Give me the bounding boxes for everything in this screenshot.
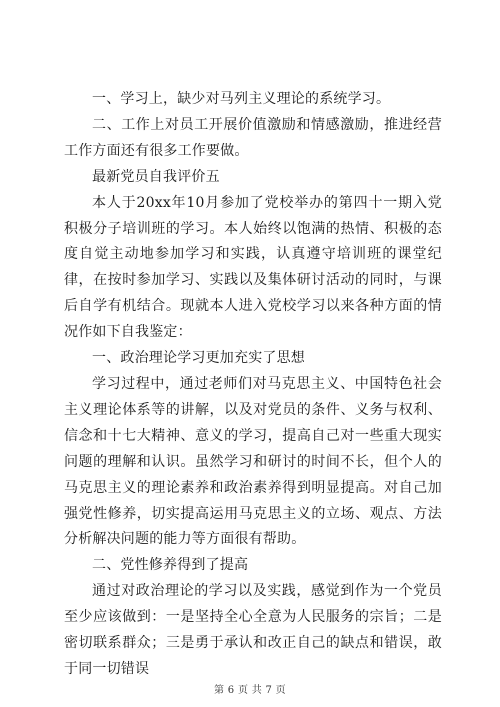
section-title: 最新党员自我评价五 bbox=[92, 168, 220, 185]
paragraph-shortcoming-work: 二、工作上对员工开展价值激励和情感激励，推进经营工作方面还有很多工作要做。 bbox=[64, 116, 442, 159]
paragraph-shortcoming-study: 一、学习上，缺少对马列主义理论的系统学习。 bbox=[92, 91, 391, 107]
heading-party-spirit: 二、党性修养得到了提高 bbox=[92, 557, 249, 574]
body-text bbox=[64, 87, 442, 683]
paragraph-party-duties: 通过对政治理论的学习以及实践，感觉到作为一个党员至少应该做到：一是坚持全心全意为人民服务的宗旨；二是密切联系群众；三是勇于承认和改正自己的缺点和错误，敢于同一切错误 bbox=[64, 583, 442, 677]
heading-political-theory: 一、政治理论学习更加充实了思想 bbox=[92, 350, 305, 367]
page-footer: 第 6 页 共 7 页 bbox=[214, 685, 286, 696]
paragraph-learning-process: 学习过程中，通过老师们对马克思主义、中国特色社会主义理论体系等的讲解，以及对党员的条件、义务与权利、信念和十七大精神、意义的学习，提高自己对一些重大现实问题的理解和认识。虽然学习和研讨的时间不长，但个人的马克思主义的理论素养和政治素养得到明显提高。对自己加强党性修养，切实提高运用马克思主义的立场、观点、方法分析解决问题的能力等方面很有帮助。 bbox=[64, 375, 442, 548]
paragraph-intro: 本人于20xx年10月参加了党校举办的第四十一期入党积极分子培训班的学习。本人始终以饱满的热情、积极的态度自觉主动地参加学习和实践，认真遵守培训班的课堂纪律，在按时参加学习、实践以及集体研讨活动的同时，与课后自学有机结合。现就本人进入党校学习以来各种方面的情况作如下自我鉴定： bbox=[64, 194, 442, 341]
